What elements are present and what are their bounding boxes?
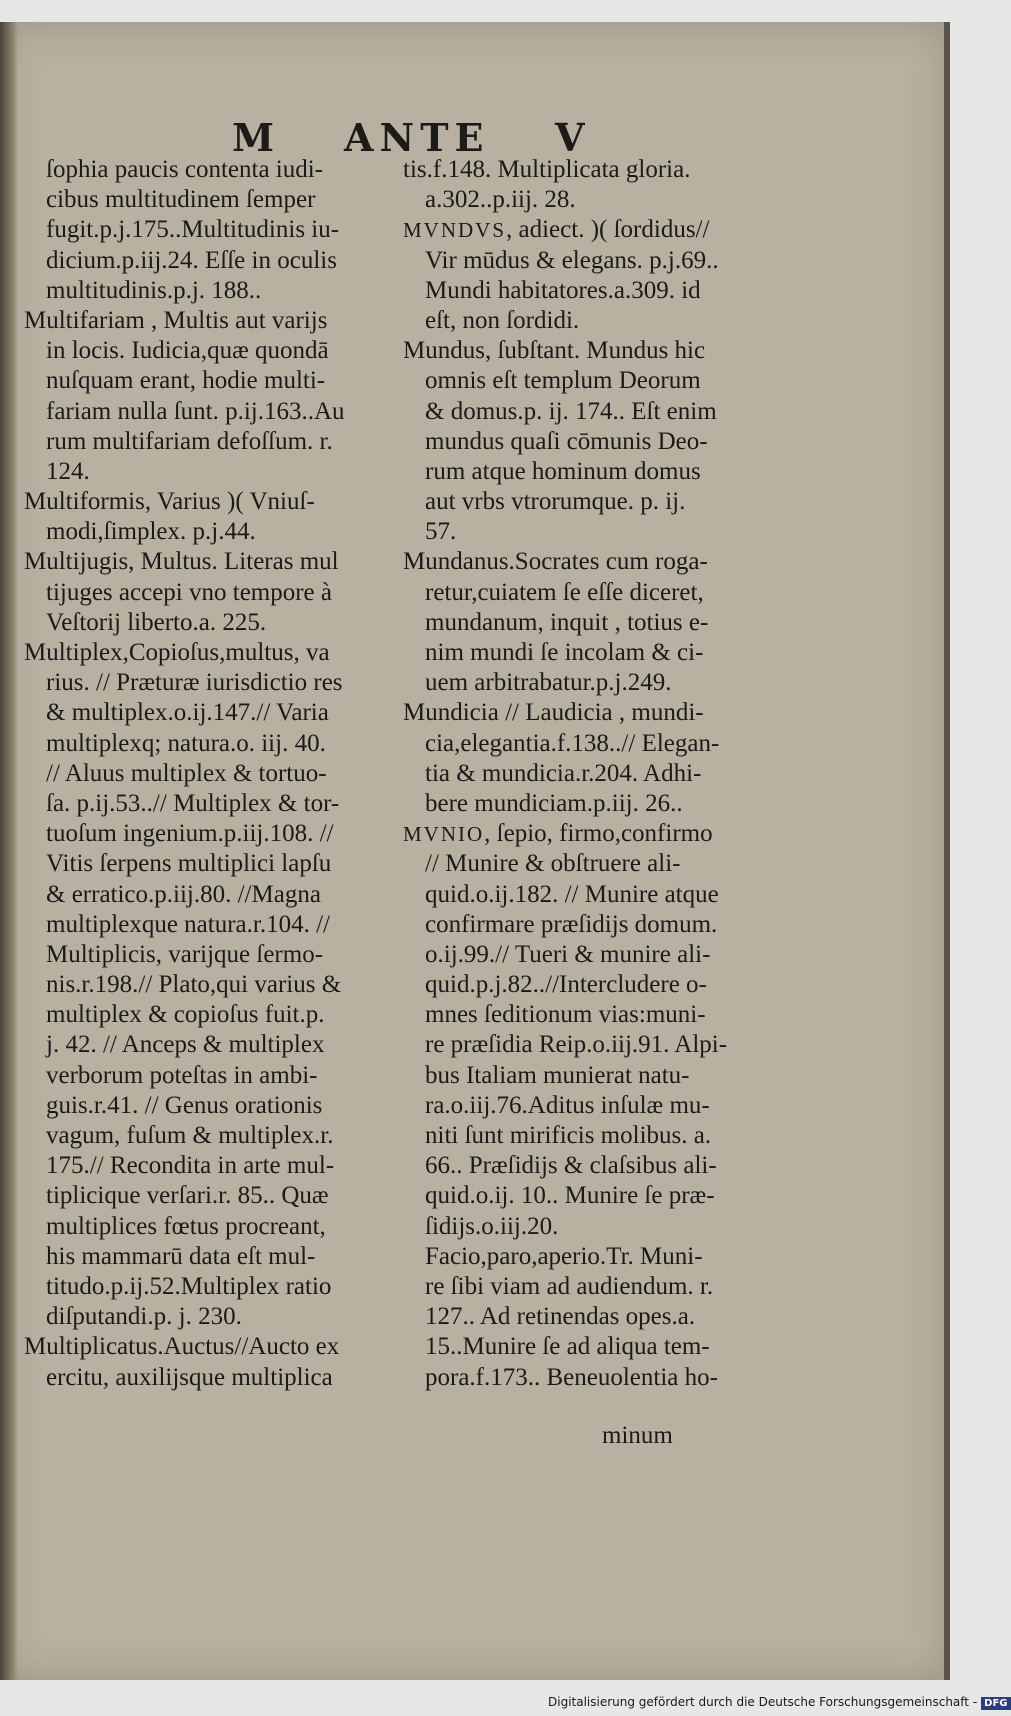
text-line [403,215,773,245]
text-line: ra.o.iij.76.Aditus inſulæ mu- [425,1091,710,1119]
left-column [24,155,402,1393]
text-line: Mundus, ſubſtant. Mundus hic [403,337,706,365]
catchword: minum [602,1422,673,1449]
text-line: // Aluus multiplex & tortuo- [46,759,327,787]
text-line: ſa. p.ij.53..// Multiplex & tor- [46,789,340,817]
text-line: re præſidia Reip.o.iij.91. Alpi- [425,1031,728,1059]
text-line: fariam nulla ſunt. p.ij.163..Au [46,397,345,425]
footer-text: Digitalisierung gefördert durch die Deutsche Forschungsgemeinschaft - [548,1695,978,1709]
text-line: vagum, fuſum & multiplex.r. [46,1122,334,1149]
text-line: quid.o.ij.182. // Munire atque [425,880,719,908]
text-line: // Munire & obſtruere ali- [425,850,681,878]
text-line: Multijugis, Multus. Literas mul [24,548,339,576]
page-edge [944,22,950,1680]
text-line: multitudinis.p.j. 188.. [46,276,262,304]
text-line: 57. [425,518,457,546]
text-line: cibus multitudinem ſemper [46,186,316,214]
text-line: rum atque hominum domus [425,457,701,485]
text-line: 127.. Ad retinendas opes.a. [425,1303,696,1331]
text-line: a.302..p.iij. 28. [425,186,576,214]
text-line: nis.r.198.// Plato,qui varius & [46,971,342,999]
dfg-logo: DFG [981,1697,1010,1710]
text-line: Veſtorij liberto.a. 225. [46,608,267,636]
text-line: 66.. Præſidijs & claſsibus ali- [425,1152,717,1180]
text-line: multiplexque natura.r.104. // [46,910,330,938]
text-line: j. 42. // Anceps & multiplex [46,1031,325,1059]
text-line: tuoſum ingenium.p.iij.108. // [46,820,334,848]
text-line: mundanum, inquit , totius e- [425,608,709,636]
text-line: Mundicia // Laudicia , mundi- [403,699,704,727]
text-line: ercitu, auxilijsque multiplica [46,1363,333,1391]
text-line: tijuges accepi vno tempore à [46,578,332,606]
text-line: tia & mundicia.r.204. Adhi- [425,759,702,787]
text-line: & domus.p. ij. 174.. Eſt enim [425,397,717,425]
text-line: titudo.p.ij.52.Multiplex ratio [46,1272,332,1300]
text-line: mundus quaſi cōmunis Deo- [425,427,708,455]
text-line: Vir mūdus & elegans. p.j.69.. [425,246,719,274]
text-line: Multiformis, Varius )( Vniuſ- [24,488,315,516]
text-line: verborum poteſtas in ambi- [46,1061,318,1089]
text-line: Mundi habitatores.a.309. id [425,276,701,304]
text-line: Multiplex,Copioſus,multus, va [24,639,330,666]
text-line: quid.p.j.82..//Intercludere o- [425,971,707,999]
headword-smallcaps: MVNIO [403,822,485,847]
right-column [403,155,773,1393]
text-line: niti ſunt mirificis molibus. a. [425,1122,712,1149]
text-line: quid.o.ij. 10.. Munire ſe præ- [425,1182,715,1210]
text-line: Vitis ſerpens multiplici lapſu [46,850,332,878]
text-line: rius. // Præturæ iurisdictio res [46,669,343,697]
text-line: modi,ſimplex. p.j.44. [46,518,256,546]
text-line: in locis. Iudicia,quæ quondā [46,337,329,365]
text-line: ſophia paucis contenta iudi- [46,156,324,183]
text-line: o.ij.99.// Tueri & munire ali- [425,940,711,968]
text-line: 15..Munire ſe ad aliqua tem- [425,1333,710,1361]
text-line: rum multifariam defoſſum. r. [46,427,333,455]
text-line: 175.// Recondita in arte mul- [46,1152,335,1180]
text-line: uem arbitrabatur.p.j.249. [425,669,672,697]
text-line: multiplex & copioſus fuit.p. [46,1001,325,1029]
text-line: multiplices fœtus procreant, [46,1212,326,1240]
text-line: & multiplex.o.ij.147.// Varia [46,699,329,727]
text-line: eſt, non ſordidi. [425,306,580,334]
text-line: dicium.p.iij.24. Eſſe in oculis [46,246,337,274]
text-line: re ſibi viam ad audiendum. r. [425,1272,714,1300]
text-line: Facio,paro,aperio.Tr. Muni- [425,1242,703,1270]
line-rest: , ſepio, firmo,confirmo [484,820,713,848]
running-head-right: V [555,115,588,160]
text-line: bere mundiciam.p.iij. 26.. [425,789,683,817]
text-line: cia,elegantia.f.138..// Elegan- [425,729,720,757]
text-line: pora.f.173.. Beneuolentia ho- [425,1363,718,1391]
text-line: mnes ſeditionum vias:muni- [425,1001,706,1029]
running-head-left: M [232,115,278,160]
text-line: guis.r.41. // Genus orationis [46,1091,323,1119]
line-rest: , adiect. )( ſordidus// [506,216,710,244]
text-line: confirmare præſidijs domum. [425,910,718,938]
text-line: nuſquam erant, hodie multi- [46,367,326,395]
text-line: Multiplicis, varijque ſermo- [46,940,324,968]
text-line: fugit.p.j.175..Multitudinis iu- [46,216,340,244]
headword-smallcaps: MVNDVS [403,218,507,243]
text-line: retur,cuiatem ſe eſſe diceret, [425,578,704,606]
text-line: diſputandi.p. j. 230. [46,1303,242,1331]
text-line: Mundanus.Socrates cum roga- [403,548,708,576]
text-line: nim mundi ſe incolam & ci- [425,639,704,666]
text-line: omnis eſt templum Deorum [425,367,701,395]
text-line: ſidijs.o.iij.20. [425,1212,559,1240]
page-gutter-shadow [0,22,18,1680]
text-line: multiplexq; natura.o. iij. 40. [46,729,326,757]
text-line: & erratico.p.iij.80. //Magna [46,880,321,908]
text-line: Multiplicatus.Auctus//Aucto ex [24,1333,340,1361]
text-line: tis.f.148. Multiplicata gloria. [403,156,691,183]
text-line: aut vrbs vtrorumque. p. ij. [425,488,686,516]
text-line: tiplicique verſari.r. 85.. Quæ [46,1182,329,1210]
text-line: his mammarū data eſt mul- [46,1242,316,1270]
digitization-footer [548,1695,1008,1710]
text-line [403,819,773,849]
text-line: Multifariam , Multis aut varijs [24,306,328,334]
running-head-center: ANTE [344,115,490,160]
text-line: 124. [46,457,90,485]
text-line: bus Italiam munierat natu- [425,1061,690,1089]
